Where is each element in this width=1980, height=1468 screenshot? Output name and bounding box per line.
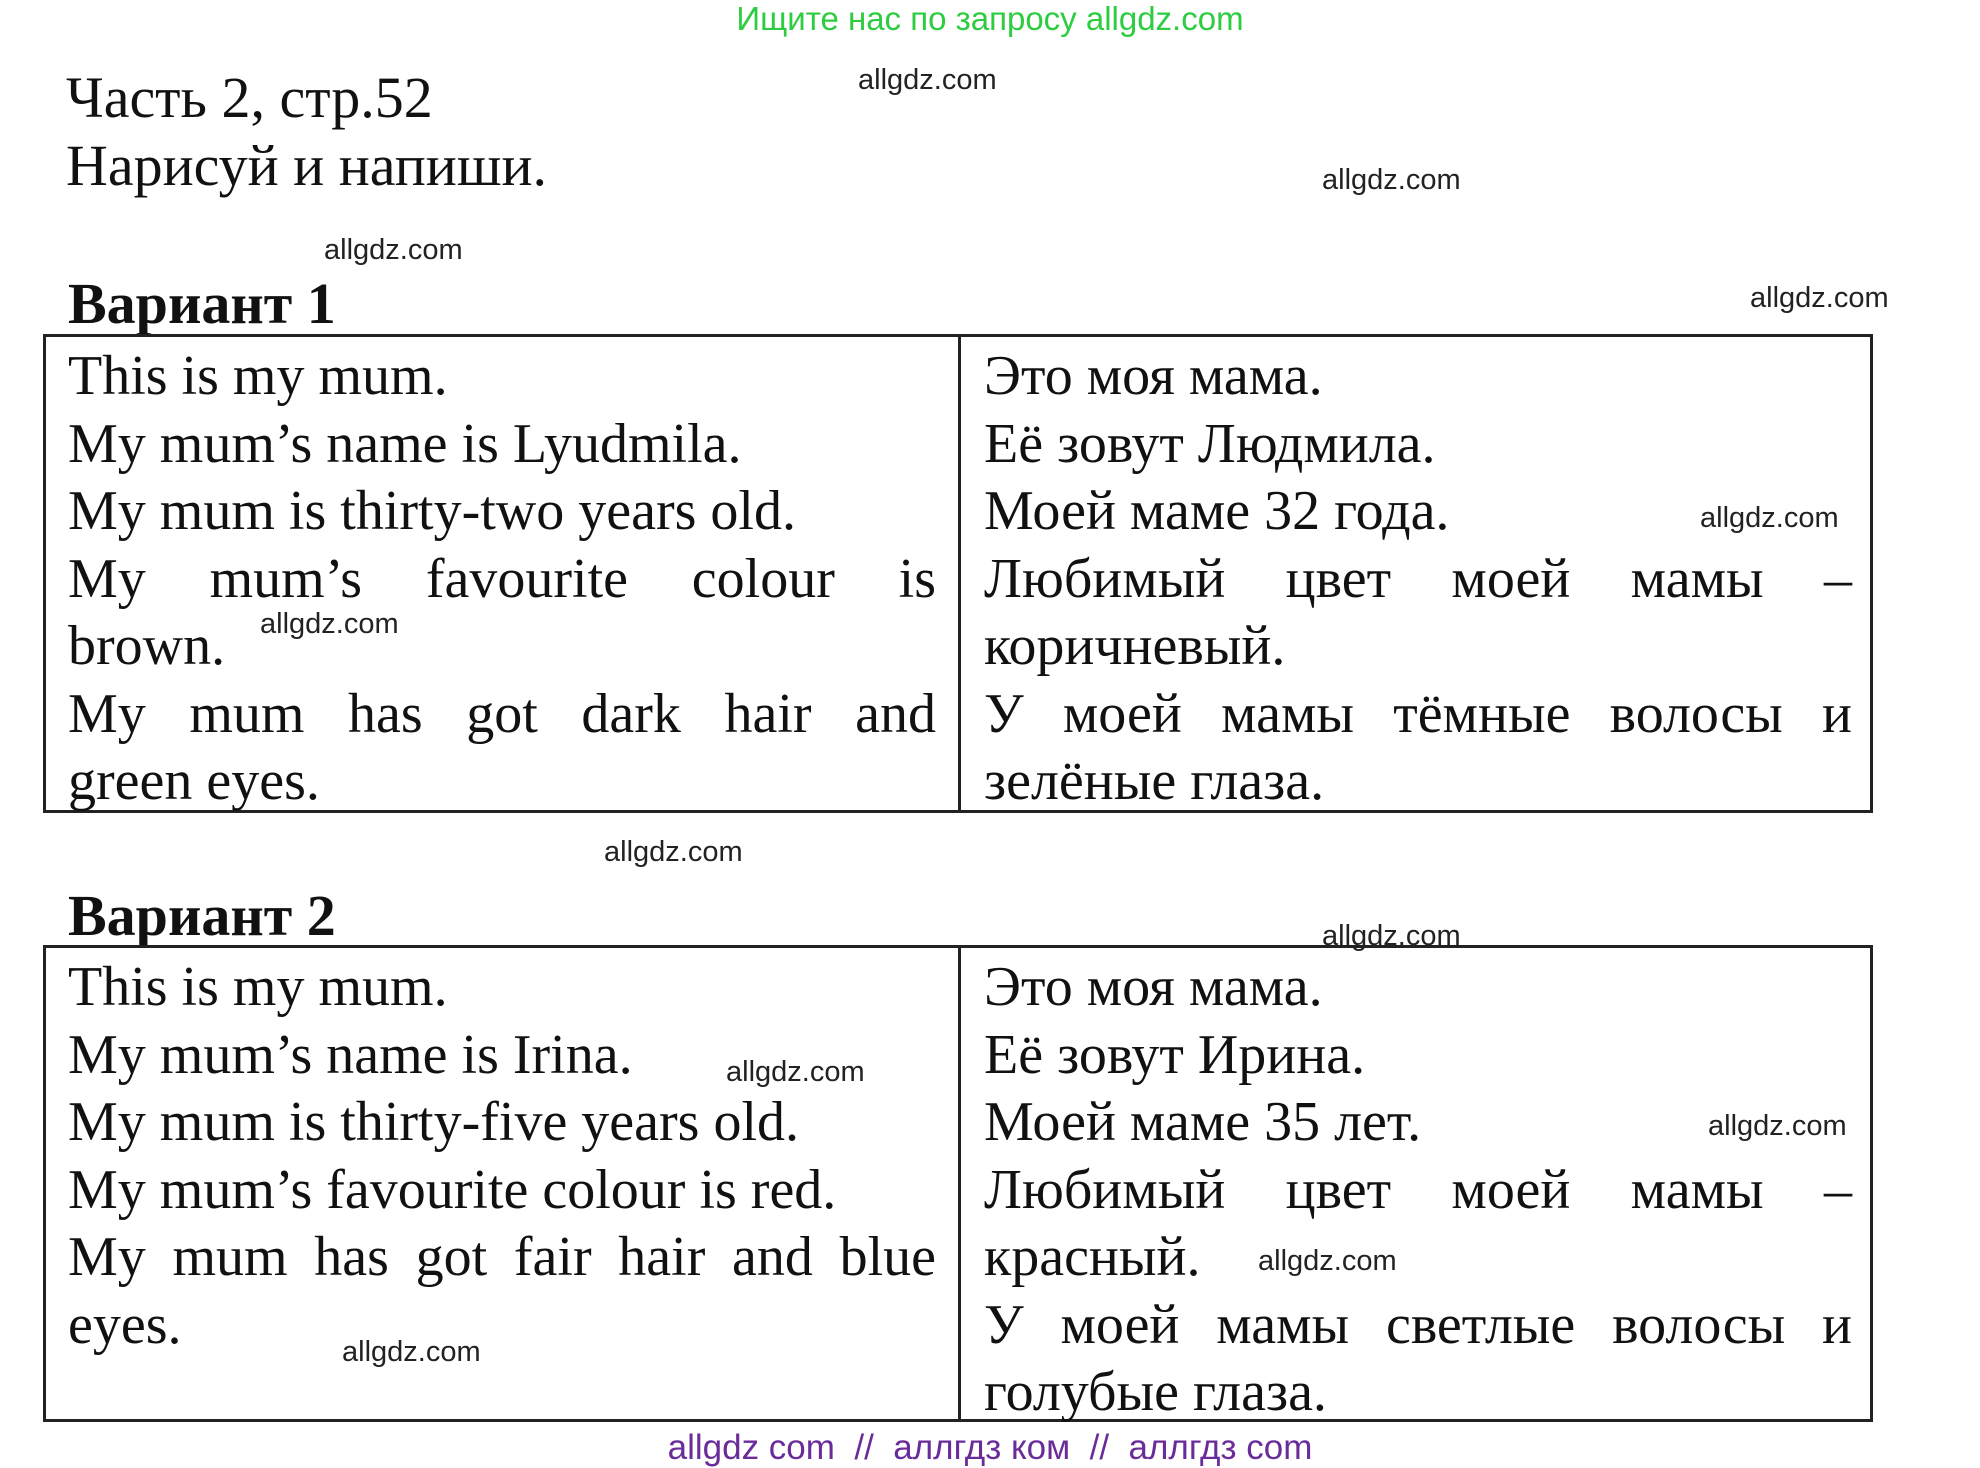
variant-1-title: Вариант 1 [68, 271, 336, 336]
text-line: My mum’s name is Irina. [68, 1023, 633, 1086]
text-line: зелёные глаза. [984, 750, 1325, 812]
variant-1-table [43, 334, 1873, 813]
text-line: Любимый цвет моей мамы – [984, 1158, 1852, 1221]
text-line: У моей мамы светлые волосы и [984, 1293, 1852, 1356]
text-line: This is my mum. [68, 345, 448, 407]
text-line: brown. [68, 615, 226, 677]
watermark: allgdz.com [1700, 502, 1839, 534]
text-line: Это моя мама. [984, 956, 1323, 1018]
text-line: Любимый цвет моей мамы – [984, 547, 1852, 610]
text-line: My mum’s name is Lyudmila. [68, 412, 742, 475]
text-line: This is my mum. [68, 956, 448, 1018]
russian-column [984, 343, 1852, 816]
watermark: allgdz.com [1750, 282, 1889, 314]
text-line: My mum is thirty-five years old. [68, 1091, 800, 1153]
text-line: My mum has got fair hair and blue [68, 1226, 936, 1288]
watermark: allgdz.com [1322, 164, 1461, 196]
watermark: allgdz.com [260, 608, 399, 640]
text-line: Её зовут Ирина. [984, 1023, 1366, 1086]
text-line: Это моя мама. [984, 345, 1323, 407]
watermark: allgdz.com [324, 234, 463, 266]
page-reference: Часть 2, стр.52 [66, 65, 433, 130]
watermark: allgdz.com [604, 836, 743, 868]
task-instruction: Нарисуй и напиши. [66, 133, 548, 198]
watermark: allgdz.com [342, 1336, 481, 1368]
footer-links: allgdz com // аллгдз ком // аллгдз com [667, 1428, 1313, 1467]
column-divider [958, 337, 961, 810]
variant-2-table [43, 945, 1873, 1422]
watermark: allgdz.com [726, 1056, 865, 1088]
watermark: allgdz.com [1258, 1245, 1397, 1277]
text-line: коричневый. [984, 615, 1286, 677]
text-line: My mum’s favourite colour is [68, 547, 936, 610]
variant-2-title: Вариант 2 [68, 883, 336, 948]
text-line: У моей мамы тёмные волосы и [984, 682, 1852, 745]
watermark: allgdz.com [1322, 920, 1461, 952]
text-line: Моей маме 35 лет. [984, 1091, 1422, 1153]
column-divider [958, 948, 961, 1419]
text-line: eyes. [68, 1293, 182, 1356]
text-line: красный. [984, 1226, 1201, 1288]
russian-column [984, 954, 1852, 1427]
text-line: green eyes. [68, 750, 320, 812]
watermark: allgdz.com [858, 64, 997, 96]
text-line: Её зовут Людмила. [984, 412, 1436, 475]
english-column [68, 343, 936, 816]
text-line: My mum has got dark hair and [68, 682, 936, 745]
english-column [68, 954, 936, 1359]
text-line: Моей маме 32 года. [984, 480, 1450, 542]
text-line: голубые глаза. [984, 1361, 1327, 1423]
top-banner: Ищите нас по запросу allgdz.com [736, 0, 1244, 37]
watermark: allgdz.com [1708, 1110, 1847, 1142]
text-line: My mum is thirty-two years old. [68, 480, 796, 542]
text-line: My mum’s favourite colour is red. [68, 1158, 837, 1221]
